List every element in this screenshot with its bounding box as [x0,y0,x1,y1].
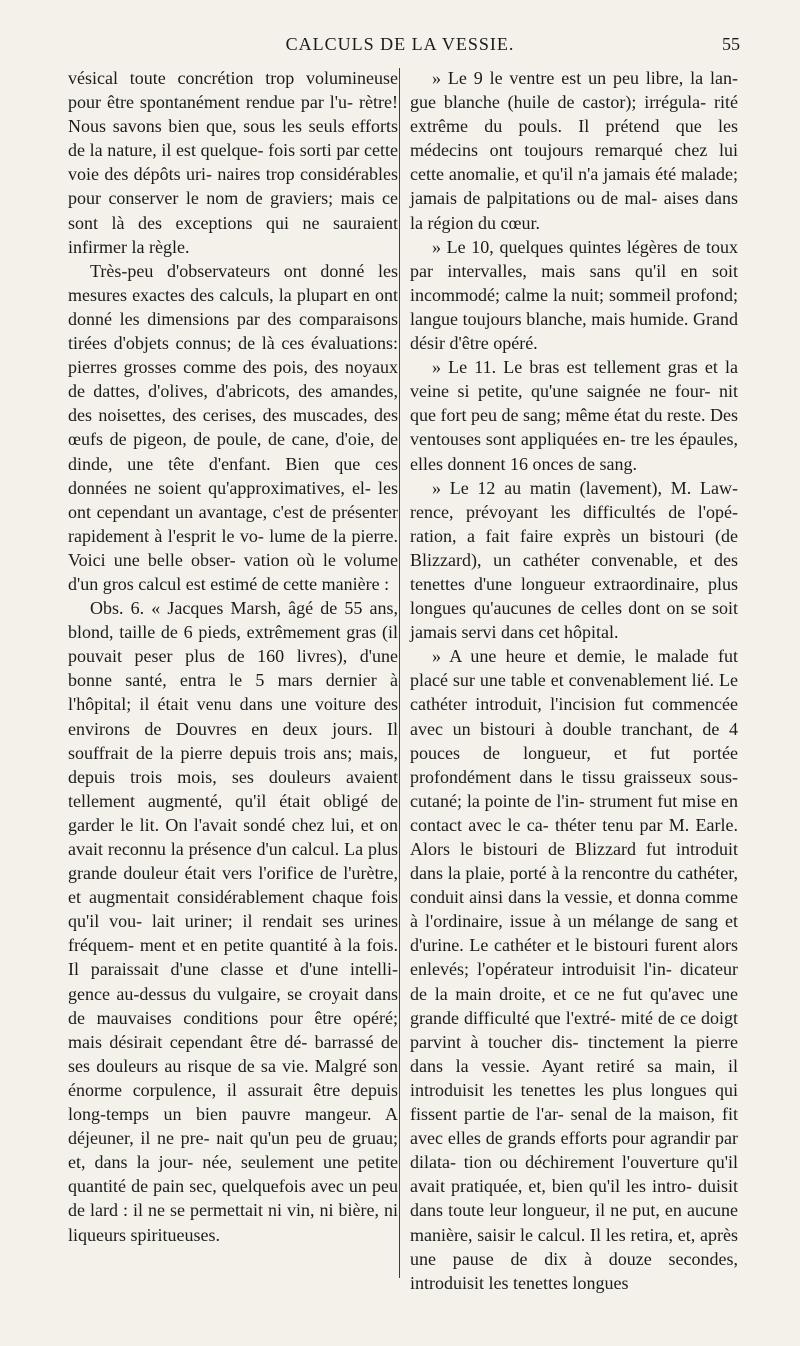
paragraph: » Le 12 au matin (lavement), M. Law- rence, prévoyant les difficultés de l'opé- ration, a fait faire exprès un bistouri (de Blizzard), un cathéter convenable, et des tenettes d'une longueur extraordinaire, plus longues qu'aucunes de celles dont on se soit jamais servi dans cet hôpital. [410,477,738,643]
paragraph: Très-peu d'observateurs ont donné les mesures exactes des calculs, la plupart en ont donné les dimensions par des comparaisons tirées d'objets connus; de là ces évaluations: pierres grosses comme des pois, des noyaux de dattes, d'olives, d'abricots, des amandes, des noisettes, des cerises, des muscades, des œufs de pigeon, de poule, de cane, d'oie, de dinde, une tête d'enfant. Bien que ces données ne soient qu'approximatives, el- les ont cependant un avantage, c'est de présenter rapidement à l'esprit le vo- lume de la pierre. Voici une belle obser- vation où le volume d'un gros calcul est estimé de cette manière : [68,260,398,594]
paragraph: » Le 9 le ventre est un peu libre, la lan- gue blanche (huile de castor); irrégula- rité extrême du pouls. Il prétend que les médecins ont toujours remarqué chez lui cette anomalie, et qu'il n'a jamais été malade; jamais de palpitations ou de mal- aises dans la région du cœur. [410,68,738,233]
paragraph: » Le 10, quelques quintes légères de toux par intervalles, mais sans qu'il en soit incommodé; calme la nuit; sommeil profond; langue toujours blanche, mais humide. Grand désir d'être opéré. [410,236,738,354]
column-divider [399,68,400,1278]
page-header [60,34,740,62]
paragraph: Obs. 6. « Jacques Marsh, âgé de 55 ans, blond, taille de 6 pieds, extrêmement gras (il pouvait peser plus de 160 livres), d'une bonne santé, entra le 5 mars dernier à l'hôpital; il était venu dans une voiture des environs de Douvres en deux jours. Il souffrait de la pierre depuis trois ans; mais, depuis trois mois, ses douleurs avaient tellement augmenté, qu'il était obligé de garder le lit. On l'avait sondé chez lui, et on avait reconnu la présence d'un calcul. La plus grande douleur était vers l'orifice de l'urètre, et augmentait considérablement chaque fois qu'il vou- lait uriner; il rendait ses urines fréquem- ment et en petite quantité à la fois. Il paraissait d'une classe et d'une intelli- gence au-dessus du vulgaire, se croyait dans de mauvaises conditions pour être opéré; mais désirait cependant être dé- barrassé de ses douleurs au risque de sa vie. Malgré son énorme corpulence, il assurait être depuis long-temps un bien pauvre mangeur. A déjeuner, il ne pre- nait qu'un peu de gruau; et, dans la jour- née, seulement une petite quantité de pain sec, quelquefois avec un peu de lard : il ne se permettait ni vin, ni bière, ni liqueurs spiritueuses. [68,598,398,1245]
paragraph: » Le 11. Le bras est tellement gras et la veine si petite, qu'une saignée ne four- nit que fort peu de sang; même état du reste. Des ventouses sont appliquées en- tre les épaules, elles donnent 16 onces de sang. [410,357,738,474]
page-number: 55 [722,34,740,54]
paragraph: vésical toute concrétion trop volumineuse pour être spontanément rendue par l'u- rètre! Nous savons bien que, sous les seuls efforts de la nature, il est quelque- fois sorti par cette voie des dépôts uri- naires trop considérables pour conserver le nom de graviers; mais ce sont là des exceptions qui ne sauraient infirmer la règle. [68,68,398,257]
right-column [410,66,738,1295]
paragraph: » A une heure et demie, le malade fut placé sur une table et convenablement lié. Le cathéter introduit, l'incision fut commencée avec un bistouri à double tranchant, de 4 pouces de longueur, et fut portée profondément dans le tissu graisseux sous-cutané; la pointe de l'in- strument fut mise en contact avec le ca- théter tenu par M. Earle. Alors le bistouri de Blizzard fut introduit dans la plaie, porté à la rencontre du cathéter, conduit ainsi dans la vessie, et donna comme à l'ordinaire, issue à un mélange de sang et d'urine. Le cathéter et le bistouri furent alors enlevés; l'opérateur introduisit l'in- dicateur de la main droite, et ce ne fut qu'avec une grande difficulté que l'extré- mité de ce doigt parvint à toucher dis- tinctement la pierre dans la vessie. Ayant retiré sa main, il introduisit les tenettes les plus longues qui fissent partie de l'ar- senal de la maison, fit avec elles de grands efforts pour agrandir par dilata- tion ou déchirement l'ouverture qu'il avait pratiquée, et, bien qu'il les intro- duisit dans toute leur longueur, il ne put, en aucune manière, saisir le calcul. Il les retira, et, après une pause de dix à douze secondes, introduisit les tenettes longues [410,646,738,1293]
left-column [68,66,398,1247]
running-head: CALCULS DE LA VESSIE. [285,34,515,54]
